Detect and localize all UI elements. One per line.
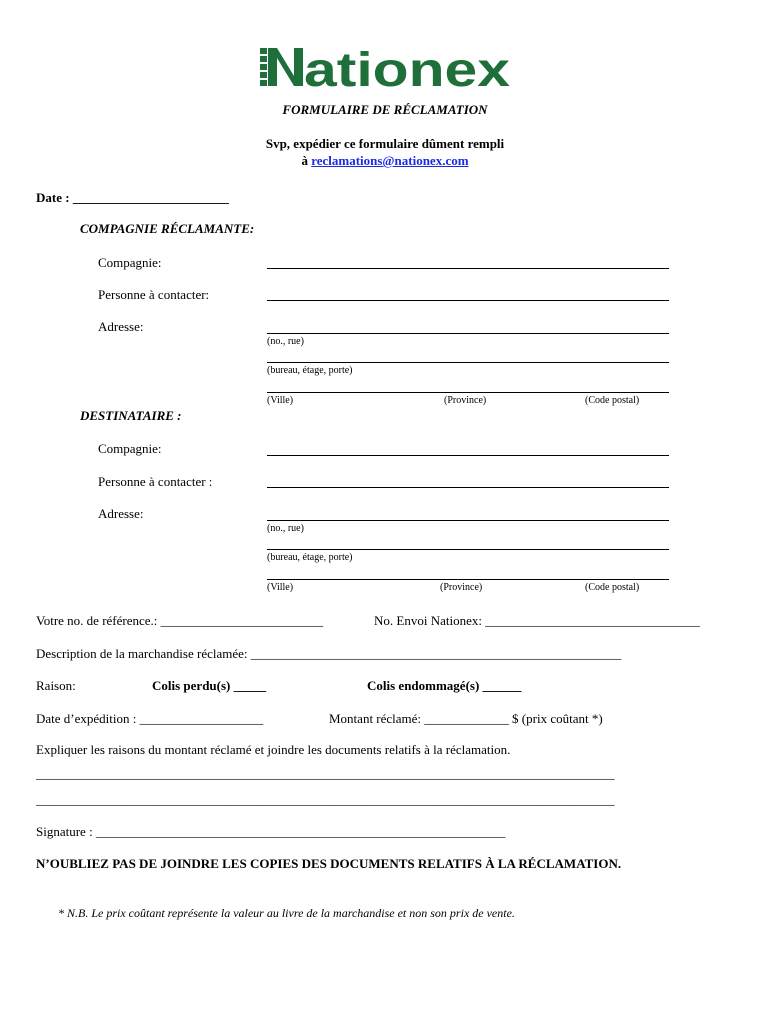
recipient-suite-hint: (bureau, étage, porte) [267,552,353,563]
recipient-province-hint: (Province) [440,582,483,593]
recipient-street-hint: (no., rue) [267,523,304,534]
instruction-line: Svp, expédier ce formulaire dûment rempli [265,136,505,151]
reason-label: Raison: [36,678,76,693]
claimant-city-hint: (Ville) [267,395,294,406]
shipping-date-field[interactable]: Date d’expédition : ___________________ [36,711,264,726]
claimed-amount-field[interactable]: Montant réclamé: _____________ $ (prix coûtant *) [329,711,603,726]
explain-instruction: Expliquer les raisons du montant réclamé et joindre les documents relatifs à la réclamation. [36,742,511,757]
signature-field[interactable]: Signature : _______________________________________________________________ [36,824,506,839]
recipient-suite-line[interactable] [267,549,669,550]
recipient-heading: DESTINATAIRE : [80,408,182,423]
claimant-company-label: Compagnie: [98,255,162,270]
claimant-province-hint: (Province) [444,395,487,406]
instruction-email-line [0,153,770,169]
recipient-city-hint: (Ville) [267,582,294,593]
recipient-street-line[interactable] [267,520,669,521]
form-title: FORMULAIRE DE RÉCLAMATION [282,102,488,117]
recipient-postal-hint: (Code postal) [585,582,640,593]
recipient-contact-label: Personne à contacter : [98,474,213,489]
claimant-street-line[interactable] [267,333,669,334]
recipient-city-line[interactable] [267,579,669,580]
price-footnote: * N.B. Le prix coûtant représente la valeur au livre de la marchandise et non son prix de vente. [58,906,515,920]
claimant-postal-hint: (Code postal) [585,395,640,406]
reference-field[interactable]: Votre no. de référence.: _________________________ [36,613,324,628]
claimant-address-label: Adresse: [98,319,144,334]
claimant-contact-line[interactable] [267,300,669,301]
description-field[interactable]: Description de la marchandise réclamée: _________________________________________________________ [36,646,622,661]
claimant-suite-hint: (bureau, étage, porte) [267,365,353,376]
nationex-logo [258,38,514,96]
damaged-parcel-field[interactable]: Colis endommagé(s) ______ [367,678,522,693]
claimant-suite-line[interactable] [267,362,669,363]
claimant-heading: COMPAGNIE RÉCLAMANTE: [80,221,255,236]
recipient-company-label: Compagnie: [98,441,162,456]
explain-line-1[interactable]: _________________________________________________________________________________________ [36,766,615,781]
recipient-company-line[interactable] [267,455,669,456]
recipient-contact-line[interactable] [267,487,669,488]
instruction-prefix: à [301,153,312,168]
lost-parcel-field[interactable]: Colis perdu(s) _____ [152,678,267,693]
claimant-contact-label: Personne à contacter: [98,287,210,302]
date-field[interactable]: Date : ________________________ [36,190,229,205]
explain-line-2[interactable]: _________________________________________________________________________________________ [36,792,615,807]
recipient-address-label: Adresse: [98,506,144,521]
claims-email-link[interactable]: reclamations@nationex.com [311,153,469,168]
reminder-notice: N’OUBLIEZ PAS DE JOINDRE LES COPIES DES DOCUMENTS RELATIFS À LA RÉCLAMATION. [36,856,622,871]
logo-wordmark: ationex [304,44,511,96]
claimant-city-line[interactable] [267,392,669,393]
shipment-number-field[interactable]: No. Envoi Nationex: _________________________________ [374,613,700,628]
claimant-street-hint: (no., rue) [267,336,304,347]
claimant-company-line[interactable] [267,268,669,269]
